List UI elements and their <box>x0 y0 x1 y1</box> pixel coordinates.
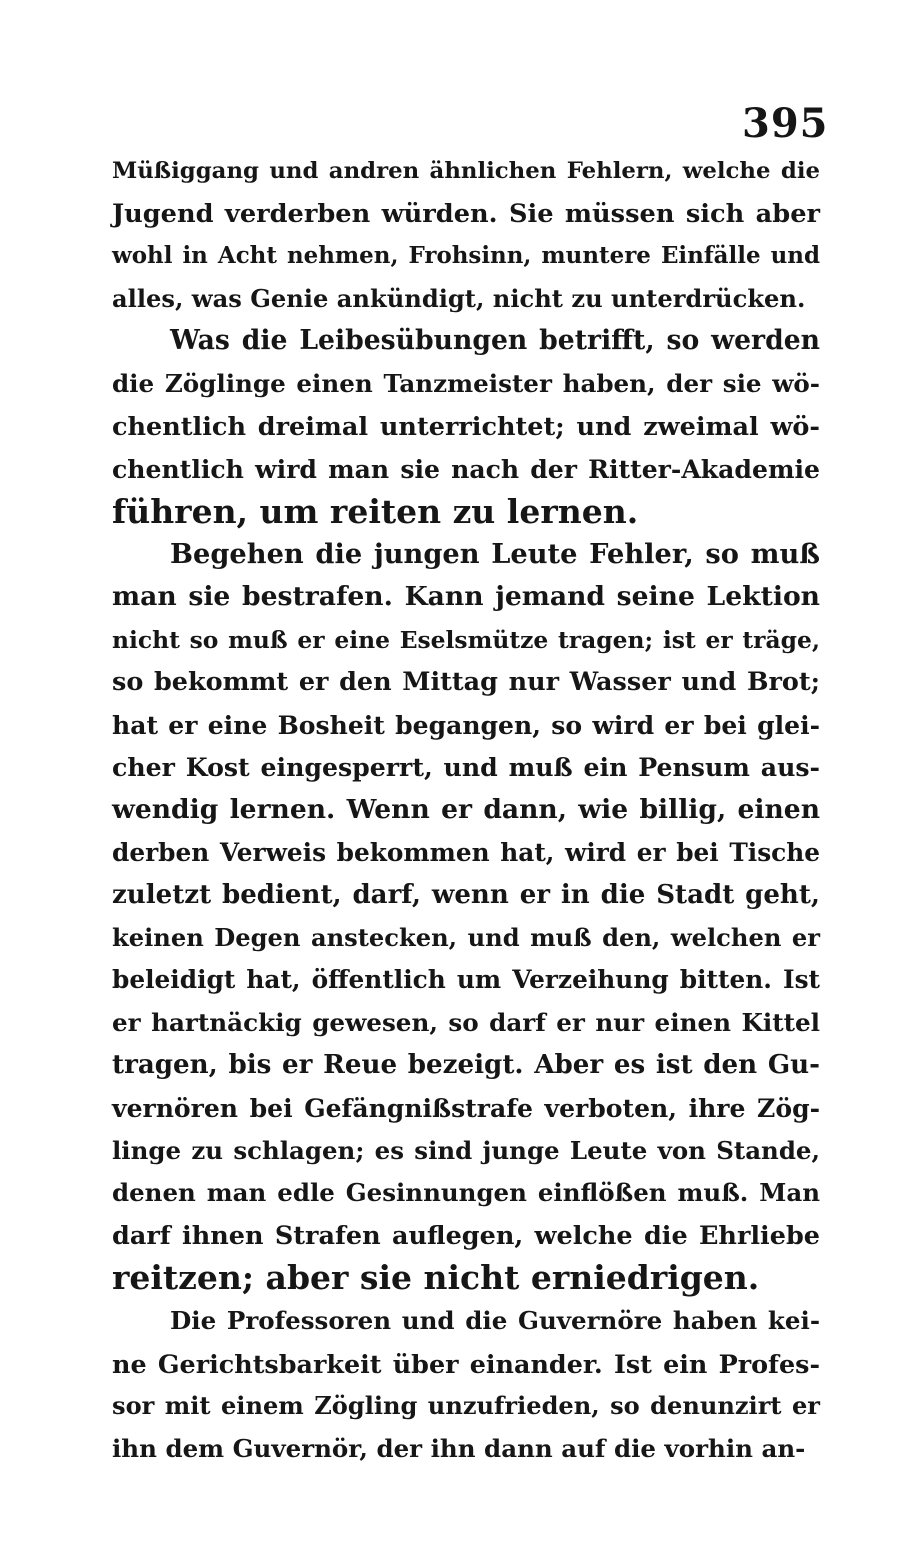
text-line: wohl in Acht nehmen, Frohsinn, muntere Einfälle und <box>112 242 820 270</box>
text-line: derben Verweis bekommen hat, wird er bei Tische <box>112 837 820 867</box>
paragraph <box>112 533 820 1300</box>
paragraph <box>112 150 820 320</box>
text-line: Jugend verderben würden. Sie müssen sich aber <box>112 198 820 229</box>
paragraph <box>112 1300 820 1470</box>
text-line: man sie bestrafen. Kann jemand seine Lektion <box>112 580 820 612</box>
text-line: ne Gerichtsbarkeit über einander. Ist ein Profes- <box>112 1348 820 1379</box>
text-line: Was die Leibesübungen betrifft, so werden <box>170 325 820 357</box>
text-line: darf ihnen Strafen auflegen, welche die Ehrliebe <box>112 1220 820 1251</box>
text-line: führen, um reiten zu lernen. <box>112 491 639 531</box>
text-line: reitzen; aber sie nicht erniedrigen. <box>112 1258 760 1298</box>
text-line: er hartnäckig gewesen, so darf er nur einen Kittel <box>112 1007 820 1037</box>
text-line: hat er eine Bosheit begangen, so wird er bei glei- <box>112 709 820 740</box>
text-line: zuletzt bedient, darf, wenn er in die Stadt geht, <box>112 880 820 911</box>
text-line: tragen, bis er Reue bezeigt. Aber es ist den Gu- <box>112 1049 820 1081</box>
paragraph <box>112 320 820 533</box>
text-line: keinen Degen anstecken, und muß den, welchen er <box>112 922 820 952</box>
text-line: vernören bei Gefängnißstrafe verboten, ihre Zög- <box>112 1093 820 1124</box>
text-line: Die Professoren und die Guvernöre haben kei- <box>170 1306 820 1336</box>
text-line: cher Kost eingesperrt, und muß ein Pensum aus- <box>112 752 820 783</box>
text-line: linge zu schlagen; es sind junge Leute von Stande, <box>112 1135 820 1165</box>
text-line: die Zöglinge einen Tanzmeister haben, der sie wö- <box>112 368 820 398</box>
text-line: ihn dem Guvernör, der ihn dann auf die vorhin an- <box>112 1433 806 1463</box>
text-line: denen man edle Gesinnungen einflößen muß. Man <box>112 1178 820 1208</box>
text-line: chentlich dreimal unterrichtet; und zweimal wö- <box>112 411 820 442</box>
text-line: beleidigt hat, öffentlich um Verzeihung bitten. Ist <box>112 965 820 995</box>
text-line: wendig lernen. Wenn er dann, wie billig, einen <box>112 793 820 825</box>
text-line: Müßiggang und andren ähnlichen Fehlern, welche die <box>112 158 820 184</box>
page-number: 395 <box>742 100 829 147</box>
text-line: so bekommt er den Mittag nur Wasser und Brot; <box>112 667 820 698</box>
text-line: chentlich wird man sie nach der Ritter-Akademie <box>112 454 820 485</box>
text-line: alles, was Genie ankündigt, nicht zu unterdrücken. <box>112 283 806 313</box>
text-line: nicht so muß er eine Eselsmütze tragen; ist er träge, <box>112 625 820 654</box>
body-text <box>112 150 820 1470</box>
text-line: sor mit einem Zögling unzufrieden, so denunzirt er <box>112 1391 820 1421</box>
text-line: Begehen die jungen Leute Fehler, so muß <box>170 538 820 571</box>
